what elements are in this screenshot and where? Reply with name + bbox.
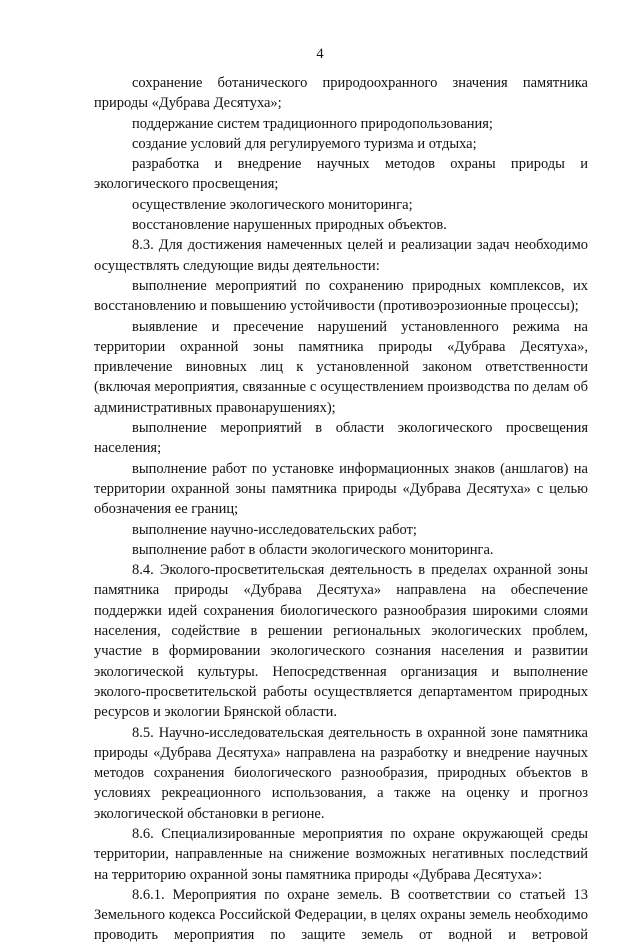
paragraph: выполнение работ в области экологического мониторинга.: [132, 541, 494, 558]
paragraph: разработка и внедрение научных методов охраны природы и экологического просвещения;: [94, 156, 588, 193]
paragraph: поддержание систем традиционного природопользования;: [132, 115, 493, 132]
paragraph: выполнение научно-исследовательских работ;: [132, 521, 417, 538]
paragraph: выполнение работ по установке информационных знаков (аншлагов) на территории охранной зоны памятника природы «Дубрава Десятуха» с целью обозначения ее границ;: [94, 460, 588, 518]
paragraph: сохранение ботанического природоохранного значения памятника природы «Дубрава Десятуха»;: [94, 75, 588, 112]
paragraph: создание условий для регулируемого туризма и отдыха;: [132, 135, 477, 152]
paragraph: выполнение мероприятий по сохранению природных комплексов, их восстановлению и повышению устойчивости (противоэрозионные процессы);: [94, 277, 588, 315]
document-body: [94, 73, 588, 946]
paragraph: осуществление экологического мониторинга;: [132, 196, 413, 213]
paragraph: выполнение мероприятий в области экологического просвещения населения;: [94, 420, 588, 457]
paragraph: 8.6.1. Мероприятия по охране земель. В соответствии со статьей 13 Земельного кодекса Российской Федерации, в целях охраны земель необходимо проводить мероприятия по защите земель от водной и ветровой: [94, 886, 588, 944]
paragraph: 8.4. Эколого-просветительская деятельность в пределах охранной зоны памятника природы «Дубрава Десятуха» направлена на обеспечение поддержки идей сохранения биологического разнообразия широкими слоями населения, содействие в решении региональных экологических проблем, участие в формировании экологического сознания населения и развитии экологической культуры. Непосредственная организация и выполнение эколого-просветительской работы осуществляется департаментом природных ресурсов и экологии Брянской области.: [94, 562, 588, 721]
page-number: 4: [316, 46, 324, 62]
paragraph: восстановление нарушенных природных объектов.: [132, 217, 447, 234]
paragraph: 8.5. Научно-исследовательская деятельность в охранной зоне памятника природы «Дубрава Десятуха» направлена на разработку и внедрение научных методов сохранения биологического разнообразия, природных объектов в условиях рекреационного использования, а также на оценку и прогноз экологической обстановки в регионе.: [94, 724, 588, 822]
paragraph: 8.3. Для достижения намеченных целей и реализации задач необходимо осуществлять следующие виды деятельности:: [94, 237, 588, 274]
paragraph: выявление и пресечение нарушений установленного режима на территории охранной зоны памятника природы «Дубрава Десятуха», привлечение виновных лиц к установленной законом ответственности (включая мероприятия, связанные с осуществлением производства по делам об административных правонарушениях);: [94, 318, 588, 416]
paragraph: 8.6. Специализированные мероприятия по охране окружающей среды территории, направленные на снижение возможных негативных последствий на территорию охранной зоны памятника природы «Дубрава Десятуха»:: [94, 825, 588, 883]
